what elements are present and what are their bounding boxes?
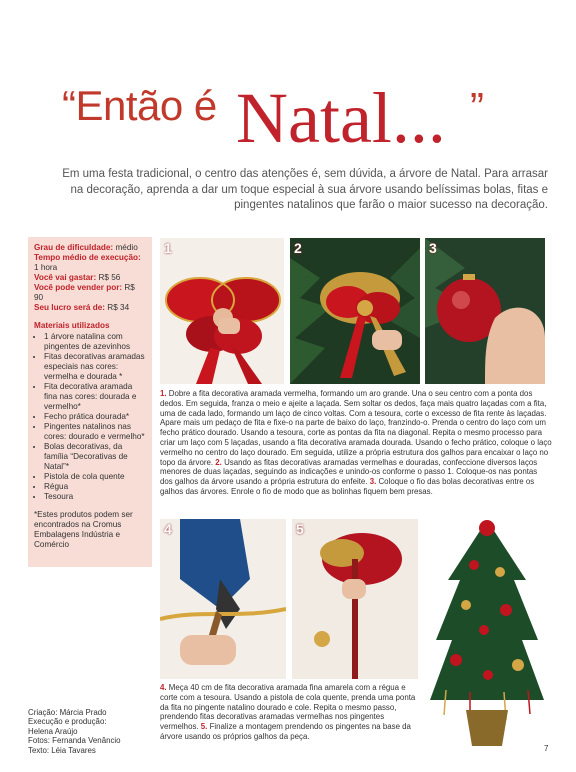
title-open-part: “Então é <box>62 82 217 129</box>
ornament-ball-illustration <box>425 238 545 384</box>
material-item: • Bolas decorativas, da família “Decorativas de Natal”* <box>44 442 146 472</box>
glue-gun-illustration <box>160 519 286 679</box>
sell-label: Você pode vender por: <box>34 283 123 292</box>
credits <box>28 708 158 755</box>
step-3-label: 3. <box>369 477 377 487</box>
step-4-text: Meça 40 cm de fita decorativa aramada fina amarela com a régua e corte com a tesoura. Usando a pistola de cola quente, prenda uma ponta da fita no pingente natalino dourado e cole. Repita o mesmo passo, prendendo fitas decorativas aramadas vermelhas nos pingentes vermelhos. <box>160 683 416 732</box>
material-item: • Fitas decorativas aramadas especiais nas cores: vermelha e dourada * <box>44 352 146 382</box>
step-4-number: 4 <box>164 521 172 537</box>
material-item: • Fita decorativa aramada fina nas cores: dourada e vermelho* <box>44 382 146 412</box>
step-2-text: Usando as fitas decorativas aramadas vermelhas e douradas, confeccione diversos laços menores de duas laçadas, seguindo as indicações e unindo-os conforme o passo 1. Coloque-os nas pontas dos galhos da árvore usando a própria estrutura do enfeite. <box>160 457 538 487</box>
difficulty-line <box>34 243 146 253</box>
supplier-note: *Estes produtos podem ser encontrados na Cromus Embalagens Indústria e Comércio <box>34 510 133 549</box>
time-label: Tempo médio de execução: <box>34 253 141 262</box>
credit-line: Helena Araújo <box>28 726 78 736</box>
credit-line: Criação: Márcia Prado <box>28 708 107 717</box>
step-5-text: Finalize a montagem prendendo os pingentes na base da árvore usando os próprios galhos da peça. <box>160 722 411 741</box>
steps-1-3-text <box>160 389 552 497</box>
material-item: • Pistola de cola quente <box>44 472 146 482</box>
profit-value: R$ 34 <box>105 303 130 312</box>
material-item: • Tesoura <box>44 492 146 502</box>
photo-step-1 <box>160 238 284 384</box>
sell-value: R$ 90 <box>34 283 135 302</box>
title-close-quote: ” <box>470 84 484 131</box>
step-3-text: Coloque o fio das bolas decorativas entre os galhos das árvores. Enrole o fio de modo que as bolinhas fiquem bem presas. <box>160 477 535 496</box>
christmas-tree-illustration <box>426 510 548 750</box>
profit-line <box>34 303 146 313</box>
credit-line: Execução e produção: <box>28 717 107 727</box>
step-1-number: 1 <box>164 240 172 256</box>
step-3-number: 3 <box>429 240 437 256</box>
photo-step-5 <box>292 519 418 679</box>
material-item: • 1 árvore natalina com pingentes de azevinhos <box>44 332 146 352</box>
materials-list <box>34 332 146 502</box>
credit-line: Fotos: Fernanda Venâncio <box>28 736 121 746</box>
sell-line <box>34 283 146 303</box>
pendant-illustration <box>292 519 418 679</box>
step-5-label: 5. <box>200 722 208 732</box>
material-item: • Fecho prática dourada* <box>44 412 146 422</box>
step-2-label: 2. <box>215 457 222 467</box>
material-item: • Pingentes natalinos nas cores: dourado e vermelho* <box>44 422 146 442</box>
bow-on-tree-illustration <box>290 238 420 384</box>
credit-line: Texto: Léia Tavares <box>28 745 96 755</box>
bow-illustration-1 <box>160 238 284 384</box>
spend-line <box>34 273 146 283</box>
photo-finished-tree <box>426 510 548 750</box>
material-item: • Régua <box>44 482 146 492</box>
difficulty-label: Grau de dificuldade: <box>34 243 114 252</box>
intro-paragraph: Em uma festa tradicional, o centro das atenções é, sem dúvida, a árvore de Natal. Para arrasar na decoração, aprenda a dar um toque especial à sua árvore usando belíssimas bolas, fitas e pingentes natalinos que farão o maior sucesso na decoração. <box>62 168 548 212</box>
photo-step-2 <box>290 238 420 384</box>
step-5-number: 5 <box>296 521 304 537</box>
step-4-label: 4. <box>160 683 167 692</box>
profit-label: Seu lucro será de: <box>34 303 105 312</box>
step-2-number: 2 <box>294 240 302 256</box>
photo-step-3 <box>425 238 545 384</box>
info-sidebar <box>28 237 152 567</box>
time-value: 1 hora <box>34 263 58 272</box>
page-number: 7 <box>544 744 549 753</box>
photo-step-4 <box>160 519 286 679</box>
step-1-text: Dobre a fita decorativa aramada vermelha, formando um aro grande. Una o seu centro com a ponta dos dedos. Em seguida, franza o meio e ajeite a laçada. Sem soltar os dedos, faça mais quatro laçadas com a fita, uma de cada lado, formando um laço de cinco voltas. Com a tesoura, corte o excesso de fita rente às laçadas. Apare mais um pedaço de fita e fixe-o na parte de baixo do laço, franzindo-o. Prenda o centro do laço com um fecho prático dourado. Usando a tesoura, corte as pontas da fita na diagonal. Repita o mesmo processo para criar um laço com 5 laçadas, usando a fita decorativa aramada dourada. Usando o fecho prático, coloque o laço vermelho no centro do laço dourado. Em seguida, utilize a própria estrutura dos galhos para encaixar o laço no topo da árvore. <box>160 389 552 467</box>
spend-label: Você vai gastar: <box>34 273 97 282</box>
steps-4-5-text <box>160 683 420 742</box>
difficulty-value: médio <box>113 243 138 252</box>
spend-value: R$ 56 <box>96 273 121 282</box>
materials-title: Materiais utilizados <box>34 321 110 330</box>
title-big-word: Natal... <box>236 78 446 158</box>
step-1-label: 1. <box>160 389 167 398</box>
